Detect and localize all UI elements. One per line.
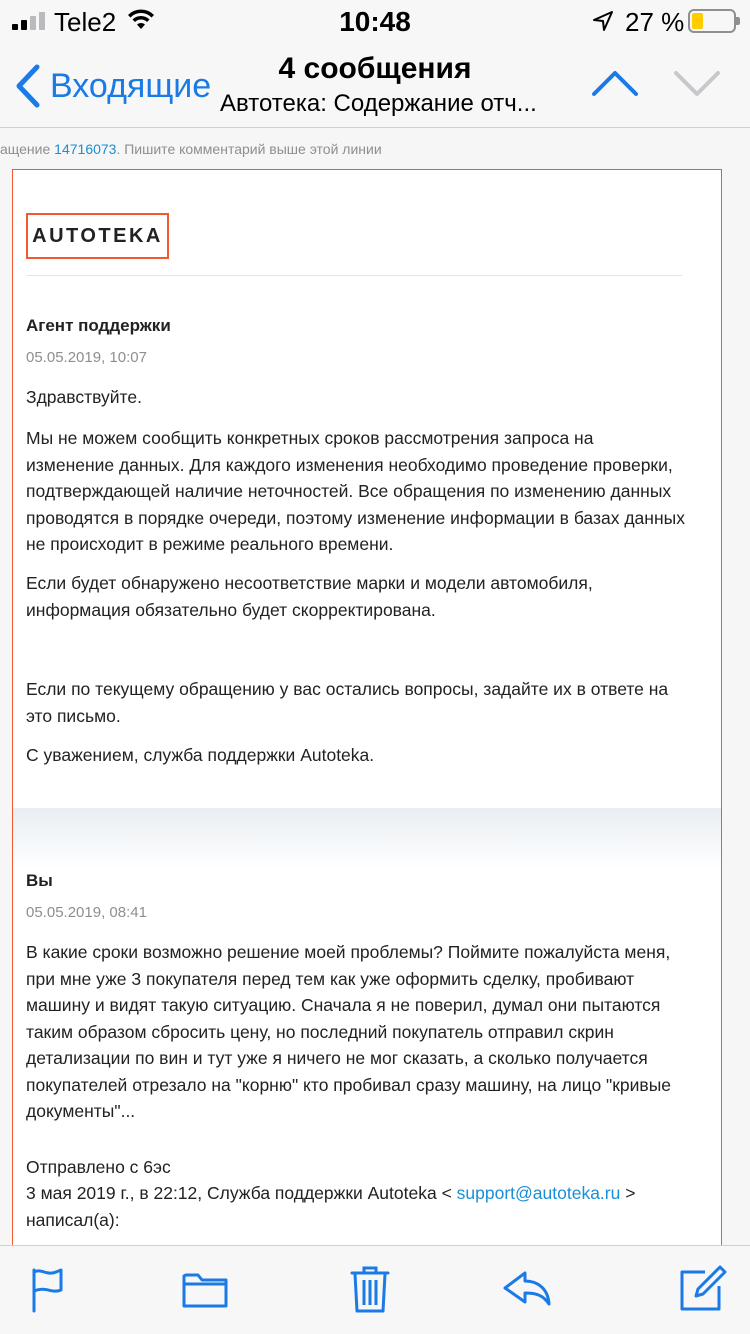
ticket-number-link[interactable]: 14716073: [54, 141, 117, 157]
quote-suffix: >: [620, 1183, 636, 1203]
chevron-left-icon: [14, 64, 42, 108]
page-title: 4 сообщения: [278, 52, 472, 85]
previous-message-button[interactable]: [590, 66, 640, 100]
trash-icon[interactable]: [345, 1264, 395, 1314]
back-button-label: Входящие: [50, 66, 212, 105]
message-paragraph: Если по текущему обращению у вас остались вопросы, задайте их в ответе на это письмо.: [26, 679, 669, 726]
divider: [26, 275, 682, 276]
reference-line: [0, 141, 382, 157]
location-arrow-icon: [592, 10, 614, 32]
message-paragraph: Если будет обнаружено несоответствие марки и модели автомобиля, информация обязательно будет скорректирована.: [26, 573, 593, 620]
next-message-button[interactable]: [672, 66, 722, 100]
message-date: 05.05.2019, 10:07: [26, 349, 147, 366]
message-date: 05.05.2019, 08:41: [26, 904, 147, 921]
bottom-toolbar: [0, 1245, 750, 1334]
back-button[interactable]: [14, 62, 211, 110]
message-paragraph: С уважением, служба поддержки Autoteka.: [26, 745, 375, 765]
battery-icon: [688, 9, 736, 33]
autoteka-logo: [26, 213, 169, 259]
message-paragraph: Здравствуйте.: [26, 387, 142, 407]
reference-suffix: . Пишите комментарий выше этой линии: [116, 141, 382, 157]
flag-icon[interactable]: [23, 1264, 73, 1314]
reference-prefix: ащение: [0, 141, 55, 157]
battery-percent: 27 %: [625, 7, 685, 37]
message-paragraph: В какие сроки возможно решение моей проблемы? Поймите пожалуйста меня, при мне уже 3 покупателя перед тем как уже оформить сделку, пробивают машину и видят такую ситуацию. Сначала я не поверил, думал они пытаются таким образом сбросить цену, но последний покупатель отправил скрин детализации по вин и тут уже я ничего не мог сказать, а сколько получается покупателей отрезало на "корню" кто пробивал сразу машину, на лицо "кривые документы"...: [26, 942, 672, 1121]
logo-text: AUTOTEKA: [32, 224, 163, 247]
page-subtitle: Автотека: Содержание отч...: [220, 90, 537, 117]
quote-prefix: 3 мая 2019 г., в 22:12, Служба поддержки Autoteka <: [26, 1183, 457, 1203]
message-paragraph: Мы не можем сообщить конкретных сроков рассмотрения запроса на изменение данных. Для каждого изменения необходимо проведение проверки, подтверждающей наличие неточностей. Все обращения по изменению данных проводятся в порядке очереди, поэтому изменение информации в базах данных не происходит в режиме реального времени.: [26, 428, 685, 554]
quote-end: написал(а):: [26, 1209, 120, 1230]
quote-header: [26, 1180, 686, 1233]
email-card: [12, 169, 722, 1245]
carrier-name: Tele2: [54, 7, 117, 37]
clock: 10:48: [339, 6, 411, 37]
message-sender: Вы: [26, 871, 53, 890]
message-separator: [13, 808, 721, 868]
message-paragraph: Отправлено с 6эс: [26, 1157, 171, 1177]
message-sender: Агент поддержки: [26, 316, 171, 335]
navigation-bar: [0, 40, 750, 128]
reply-icon[interactable]: [501, 1264, 551, 1314]
folder-icon[interactable]: [180, 1264, 230, 1314]
compose-icon[interactable]: [677, 1264, 727, 1314]
email-body[interactable]: [0, 129, 750, 1245]
status-bar: [0, 0, 750, 40]
support-email-link[interactable]: support@autoteka.ru: [456, 1183, 621, 1203]
